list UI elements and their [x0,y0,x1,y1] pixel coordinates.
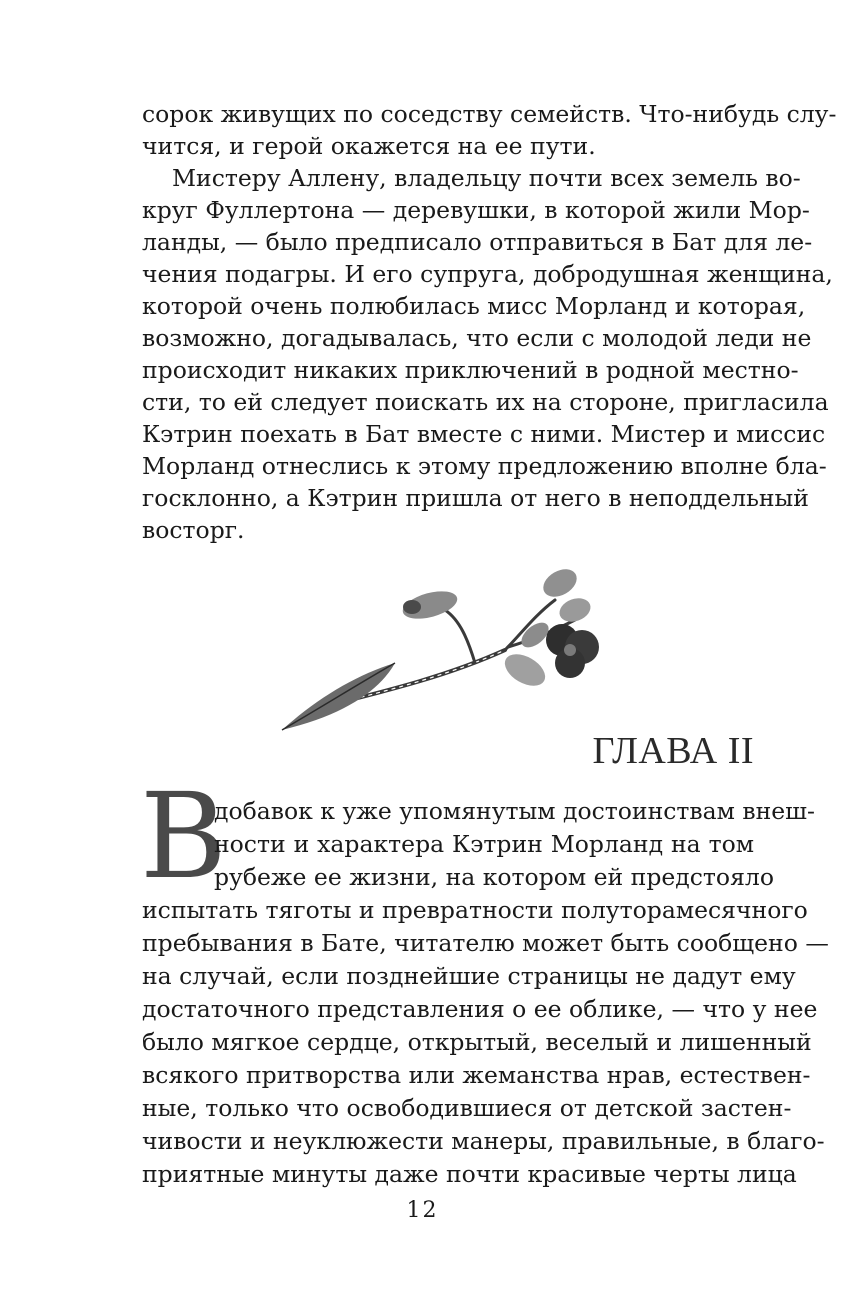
body-text-line: Морланд отнеслись к этому предложению вполне бла- [142,452,827,480]
body-text-line: рубеже ее жизни, на котором ей предстояло [214,863,774,891]
body-text-line: чится, и герой окажется на ее пути. [142,132,596,160]
body-text-line: ности и характера Кэтрин Морланд на том [214,830,754,858]
body-text-line: которой очень полюбилась мисс Морланд и которая, [142,292,806,320]
body-text-line: испытать тяготы и превратности полуторамесячного [142,896,808,924]
body-text-line: восторг. [142,516,245,544]
body-text-line: чивости и неуклюжести манеры, правильные, в благо- [142,1127,825,1155]
flower-sprig-icon [270,555,620,740]
chapter-title: ГЛАВА II [592,730,754,772]
body-text-line: чения подагры. И его супруга, добродушная женщина, [142,260,833,288]
body-text-line: ланды, — было предписало отправиться в Бат для ле- [142,228,813,256]
page-number: 12 [406,1198,439,1223]
body-text-line: было мягкое сердце, открытый, веселый и лишенный [142,1028,812,1056]
body-text-line: круг Фуллертона — деревушки, в которой жили Мор- [142,196,810,224]
body-text-line: возможно, догадывалась, что если с молодой леди не [142,324,812,352]
body-text-line: приятные минуты даже почти красивые черты лица [142,1160,797,1188]
body-text-line: происходит никаких приключений в родной местно- [142,356,799,384]
body-text-line: сти, то ей следует поискать их на стороне, пригласила [142,388,829,416]
drop-cap: В [140,767,227,905]
body-text-line: госклонно, а Кэтрин пришла от него в неподдельный [142,484,809,512]
body-text-line: ные, только что освободившиеся от детской застен- [142,1094,792,1122]
body-text-line: всякого притворства или жеманства нрав, естествен- [142,1061,811,1089]
body-text-line: пребывания в Бате, читателю может быть сообщено — [142,929,829,957]
body-text-line: Мистеру Аллену, владельцу почти всех земель во- [172,164,801,192]
body-text-line: добавок к уже упомянутым достоинствам внеш- [214,797,815,825]
body-text-line: Кэтрин поехать в Бат вместе с ними. Мистер и миссис [142,420,826,448]
body-text-line: достаточного представления о ее облике, — что у нее [142,995,818,1023]
body-text-line: на случай, если позднейшие страницы не дадут ему [142,962,796,990]
body-text-line: сорок живущих по соседству семейств. Что-нибудь слу- [142,100,837,128]
